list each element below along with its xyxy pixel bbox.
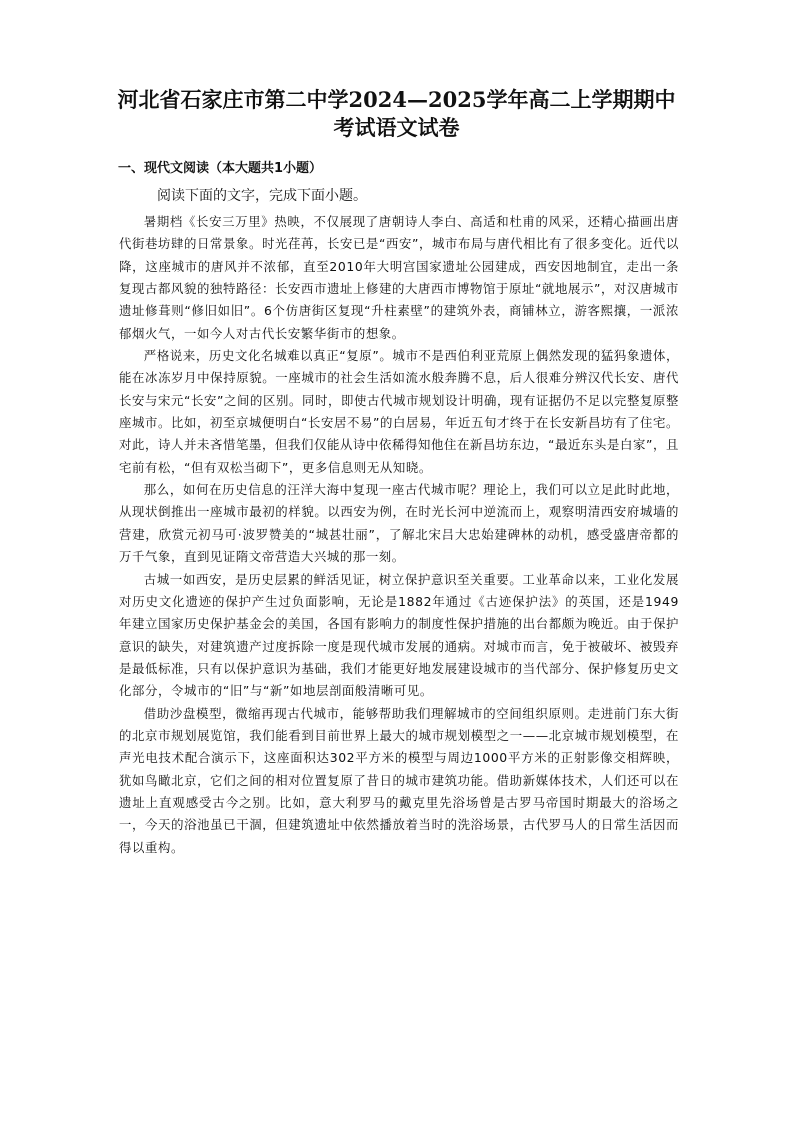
passage-body bbox=[119, 211, 679, 859]
passage-paragraph-5: 借助沙盘模型，微缩再现古代城市，能够帮助我们理解城市的空间组织原则。走进前门东大街的北京市规划展览馆，我们能看到目前世界上最大的城市规划模型之一——北京城市规划模型，在声光电技术配合演示下，这座面积达302平方米的模型与周边1000平方米的正射影像交相辉映，犹如鸟瞰北京，它们之间的相对位置复原了昔日的城市建筑功能。借助新媒体技术，人们还可以在遗址上直观感受古今之别。比如，意大利罗马的戴克里先浴场曾是古罗马帝国时期最大的浴场之一，今天的浴池虽已干涸，但建筑遗址中依然播放着当时的洗浴场景，古代罗马人的日常生活因而得以重构。 bbox=[119, 705, 679, 855]
passage-paragraph-1: 暑期档《长安三万里》热映，不仅展现了唐朝诗人李白、高适和杜甫的风采，还精心描画出唐代街巷坊肆的日常景象。时光荏苒，长安已是“西安”，城市布局与唐代相比有了很多变化。近代以降，这座城市的唐风并不浓郁，直至2010年大明宫国家遗址公园建成，西安因地制宜，走出一条复现古都风貌的独特路径：长安西市遗址上修建的大唐西市博物馆于原址“就地展示”，对汉唐城市遗址修葺则“修旧如旧”。6个仿唐街区复现“升柱素壁”的建筑外表，商铺林立，游客熙攘，一派浓郁烟火气，一如今人对古代长安繁华街市的想象。 bbox=[119, 214, 679, 341]
section-heading: 一、现代文阅读（本大题共1小题） bbox=[118, 161, 323, 176]
passage-paragraph-4: 古城一如西安，是历史层累的鲜活见证，树立保护意识至关重要。工业革命以来，工业化发展对历史文化遗迹的保护产生过负面影响，无论是1882年通过《古迹保护法》的英国，还是1949年建立国家历史保护基金会的美国，各国有影响力的制度性保护措施的出台都颇为晚近。由于保护意识的缺失，对建筑遗产过度拆除一度是现代城市发展的通病。对城市而言，免于被破坏、被毁弃是最低标准，只有以保护意识为基础，我们才能更好地发展建设城市的当代部分、保护修复历史文化部分，令城市的“旧”与“新”如地层剖面般清晰可见。 bbox=[119, 571, 679, 699]
passage-paragraph-2: 严格说来，历史文化名城难以真正“复原”。城市不是西伯利亚荒原上偶然发现的猛犸象遗体，能在冰冻岁月中保持原貌。一座城市的社会生活如流水般奔腾不息，后人很难分辨汉代长安、唐代长安与宋元“长安”之间的区别。同时，即使古代城市规划设计明确，现有证据仍不足以完整复原整座城市。比如，初至京城便明白“长安居不易”的白居易，年近五旬才终于在长安新昌坊有了住宅。对此，诗人并未吝惜笔墨，但我们仅能从诗中依稀得知他住在新昌坊东边，“最近东头是白家”，且宅前有松，“但有双松当砌下”，更多信息则无从知晓。 bbox=[119, 348, 679, 475]
document-title-line-1: 河北省石家庄市第二中学2024—2025学年高二上学期期中 bbox=[117, 87, 676, 112]
document-title-line-2: 考试语文试卷 bbox=[333, 115, 460, 140]
passage-paragraph-3: 那么，如何在历史信息的汪洋大海中复现一座古代城市呢？理论上，我们可以立足此时此地，从现状倒推出一座城市最初的样貌。以西安为例，在时光长河中逆流而上，观察明清西安府城墙的营建，欣赏元初马可·波罗赞美的“城甚壮丽”，了解北宋吕大忠始建碑林的动机，感受盛唐帝都的万千气象，直到见证隋文帝营造大兴城的那一刻。 bbox=[119, 482, 679, 565]
reading-instruction: 阅读下面的文字，完成下面小题。 bbox=[157, 188, 367, 204]
